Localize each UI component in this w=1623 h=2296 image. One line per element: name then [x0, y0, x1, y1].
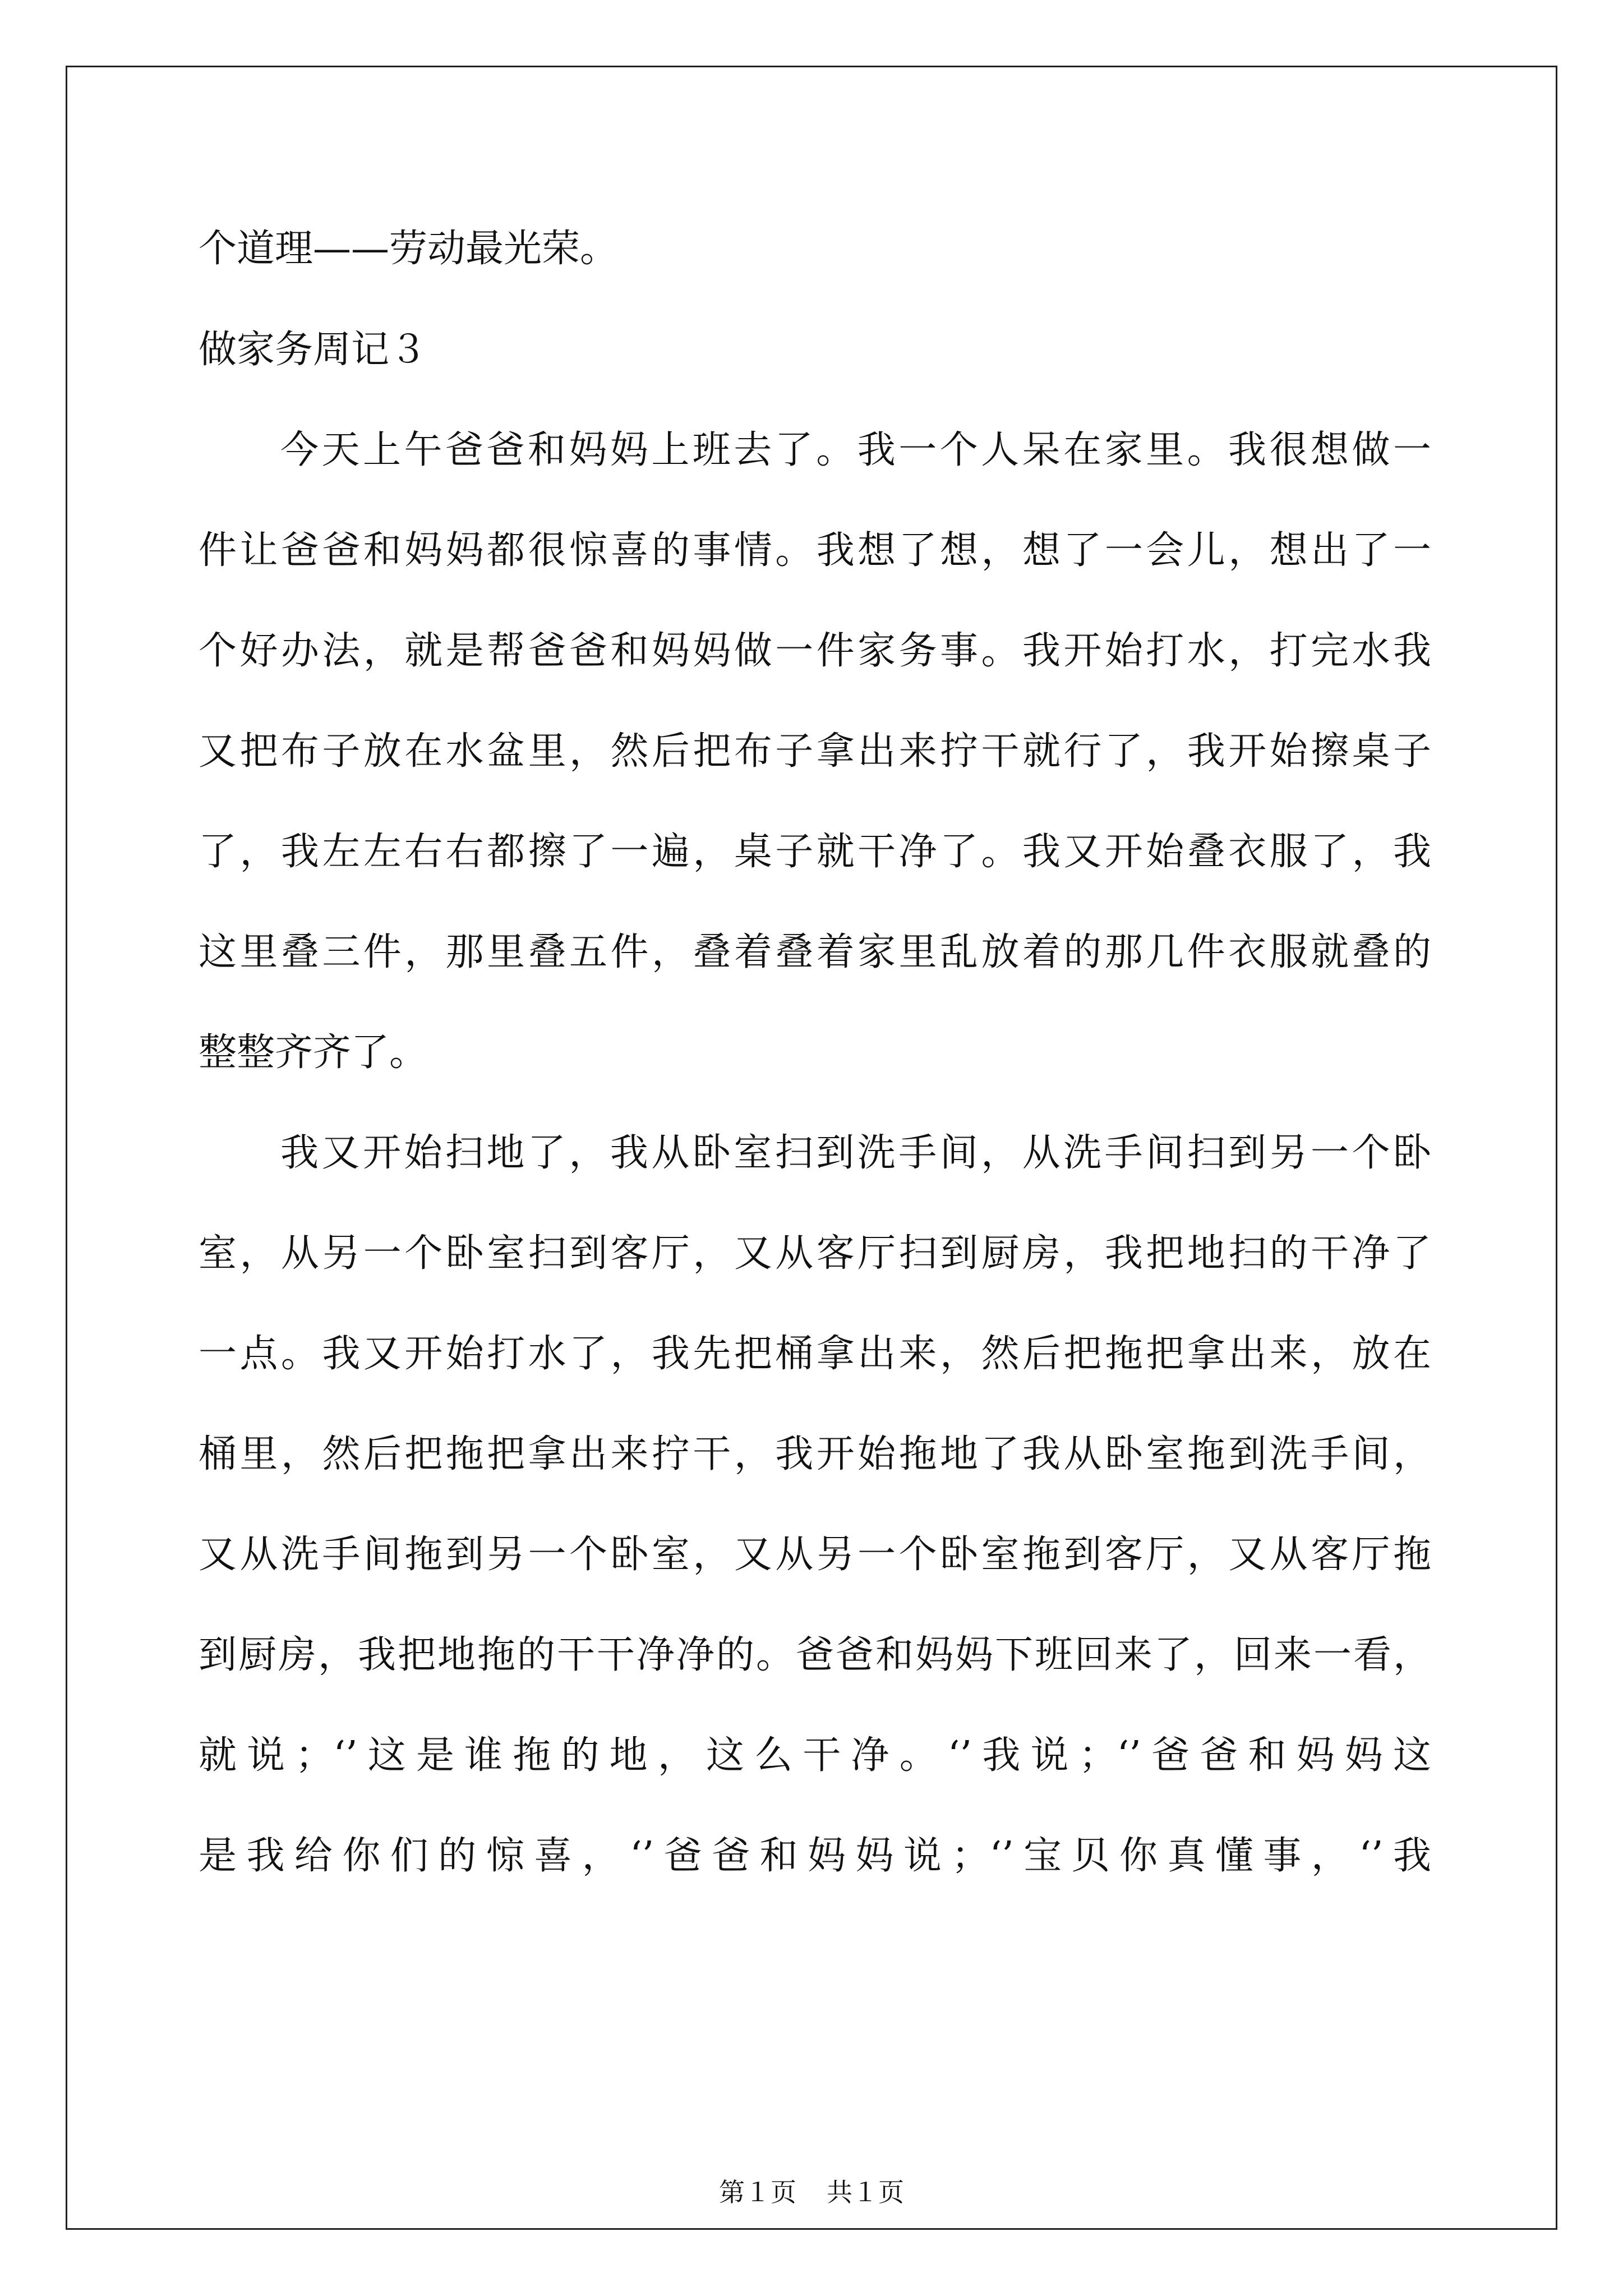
text-line: 个道理——劳动最光荣。: [199, 227, 619, 271]
text-line: 整整齐齐了。: [199, 1030, 428, 1075]
text-line: 我又开始扫地了，我从卧室扫到洗手间，从洗手间扫到另一个卧: [280, 1131, 1431, 1175]
page-footer: [0, 2177, 1623, 2208]
text-line: 了，我左左右右都擦了一遍，桌子就干净了。我又开始叠衣服了，我: [199, 830, 1431, 874]
text-line: 桶里，然后把拖把拿出来拧干，我开始拖地了我从卧室拖到洗手间，: [199, 1432, 1431, 1476]
text-line: 又从洗手间拖到另一个卧室，又从另一个卧室拖到客厅，又从客厅拖: [199, 1533, 1431, 1577]
text-line: 到厨房，我把地拖的干干净净的。爸爸和妈妈下班回来了，回来一看，: [199, 1633, 1431, 1677]
section-heading: 做家务周记３: [199, 328, 428, 372]
page-number: 第１页: [719, 2177, 796, 2207]
text-line: 一点。我又开始打水了，我先把桶拿出来，然后把拖把拿出来，放在: [199, 1332, 1431, 1376]
text-line: 就说；‘’这是谁拖的地，这么干净。‘’我说；‘’爸爸和妈妈这: [199, 1733, 1431, 1778]
text-line: 是我给你们的惊喜，‘’爸爸和妈妈说；‘’宝贝你真懂事，‘’我: [199, 1834, 1431, 1878]
text-line: 室，从另一个卧室扫到客厅，又从客厅扫到厨房，我把地扫的干净了: [199, 1231, 1431, 1276]
text-line: 今天上午爸爸和妈妈上班去了。我一个人呆在家里。我很想做一: [280, 428, 1431, 472]
text-line: 这里叠三件，那里叠五件，叠着叠着家里乱放着的那几件衣服就叠的: [199, 930, 1431, 974]
page-total: 共１页: [827, 2177, 904, 2207]
text-line: 件让爸爸和妈妈都很惊喜的事情。我想了想，想了一会儿，想出了一: [199, 528, 1431, 573]
text-line: 又把布子放在水盆里，然后把布子拿出来拧干就行了，我开始擦桌子: [199, 729, 1431, 774]
text-line: 个好办法，就是帮爸爸和妈妈做一件家务事。我开始打水，打完水我: [199, 629, 1431, 673]
